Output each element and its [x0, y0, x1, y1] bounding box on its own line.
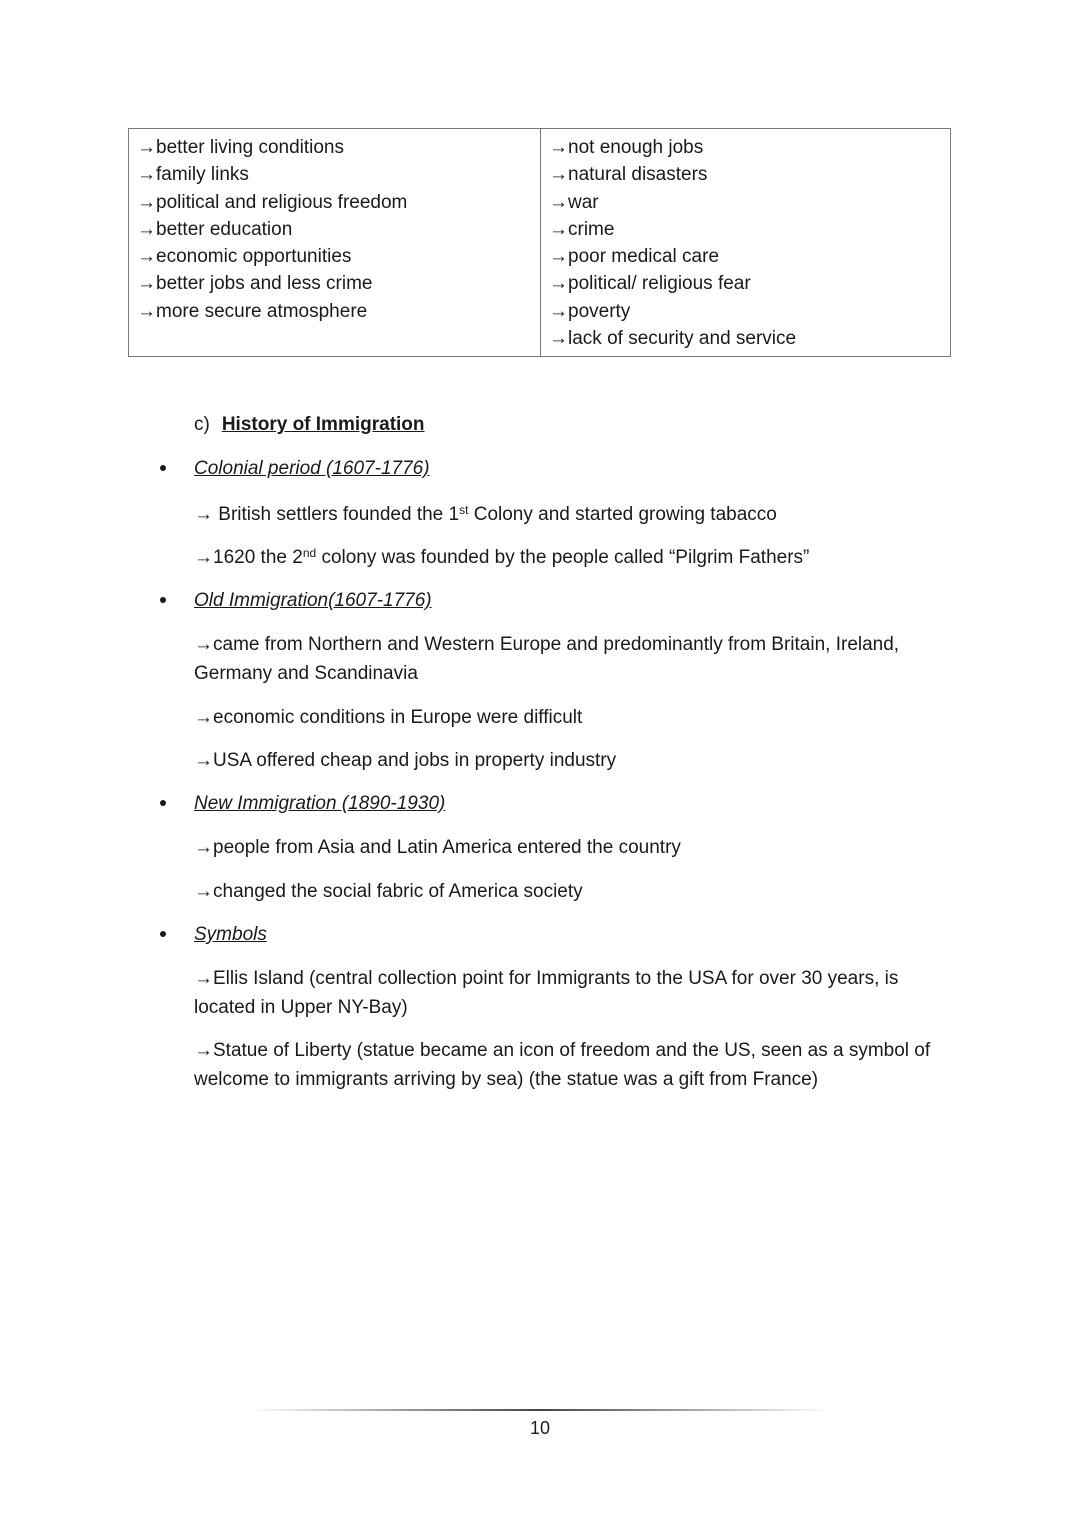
pull-factor-item: →better jobs and less crime — [137, 273, 373, 295]
pull-factor-item: →better living conditions — [137, 137, 344, 158]
bullet-icon — [160, 800, 166, 806]
new-immigration-paragraph-1: →people from Asia and Latin America entered the country — [194, 837, 681, 858]
push-factor-item: →war — [549, 191, 599, 213]
push-factors-column — [541, 129, 950, 356]
bullet-icon — [160, 465, 166, 471]
section-heading — [194, 414, 425, 436]
colonial-period-heading: Colonial period (1607-1776) — [194, 458, 430, 479]
old-immigration-paragraph-1: →came from Northern and Western Europe and predominantly from Britain, Ireland, Germany and Scandinavia — [194, 634, 900, 684]
pull-factor-item: →economic opportunities — [137, 246, 352, 268]
colonial-line-2: →1620 the 2nd colony was founded by the people called “Pilgrim Fathers” — [194, 546, 810, 568]
bullet-icon — [160, 931, 166, 937]
symbols-heading: Symbols — [194, 924, 267, 945]
old-immigration-paragraph-2: →economic conditions in Europe were difficult — [194, 707, 583, 728]
push-factor-item: →not enough jobs — [549, 137, 704, 158]
push-factor-item: →crime — [549, 218, 615, 240]
symbols-paragraph-1: →Ellis Island (central collection point for Immigrants to the USA for over 30 years, is located in Upper NY-Bay) — [194, 968, 899, 1018]
pull-factor-item: →better education — [137, 218, 293, 240]
pull-factor-item: →more secure atmosphere — [137, 300, 368, 322]
section-title: History of Immigration — [221, 414, 425, 435]
symbols-paragraph-2: →Statue of Liberty (statue became an icon of freedom and the US, seen as a symbol of welcome to immigrants arriving by sea) (the statue was a gift from France) — [194, 1040, 931, 1090]
factors-table — [128, 128, 951, 357]
pull-factors-column — [129, 129, 541, 356]
old-immigration-heading: Old Immigration(1607-1776) — [194, 590, 432, 611]
colonial-line-1: → British settlers founded the 1st Colony and started growing tabacco — [194, 503, 777, 525]
old-immigration-paragraph-3: →USA offered cheap and jobs in property industry — [194, 750, 617, 771]
new-immigration-paragraph-2: →changed the social fabric of America society — [194, 881, 583, 902]
section-letter: c) — [194, 414, 210, 435]
push-factor-item: →lack of security and service — [549, 328, 797, 350]
push-factor-item: →poverty — [549, 300, 631, 322]
pull-factor-item: →family links — [137, 164, 249, 186]
page-number: 10 — [529, 1418, 551, 1438]
bullet-icon — [160, 597, 166, 603]
push-factor-item: →poor medical care — [549, 246, 720, 268]
footer-rule — [250, 1409, 830, 1411]
new-immigration-heading: New Immigration (1890-1930) — [194, 793, 446, 814]
push-factor-item: →political/ religious fear — [549, 273, 751, 295]
pull-factor-item: →political and religious freedom — [137, 191, 408, 213]
push-factor-item: →natural disasters — [549, 164, 708, 186]
